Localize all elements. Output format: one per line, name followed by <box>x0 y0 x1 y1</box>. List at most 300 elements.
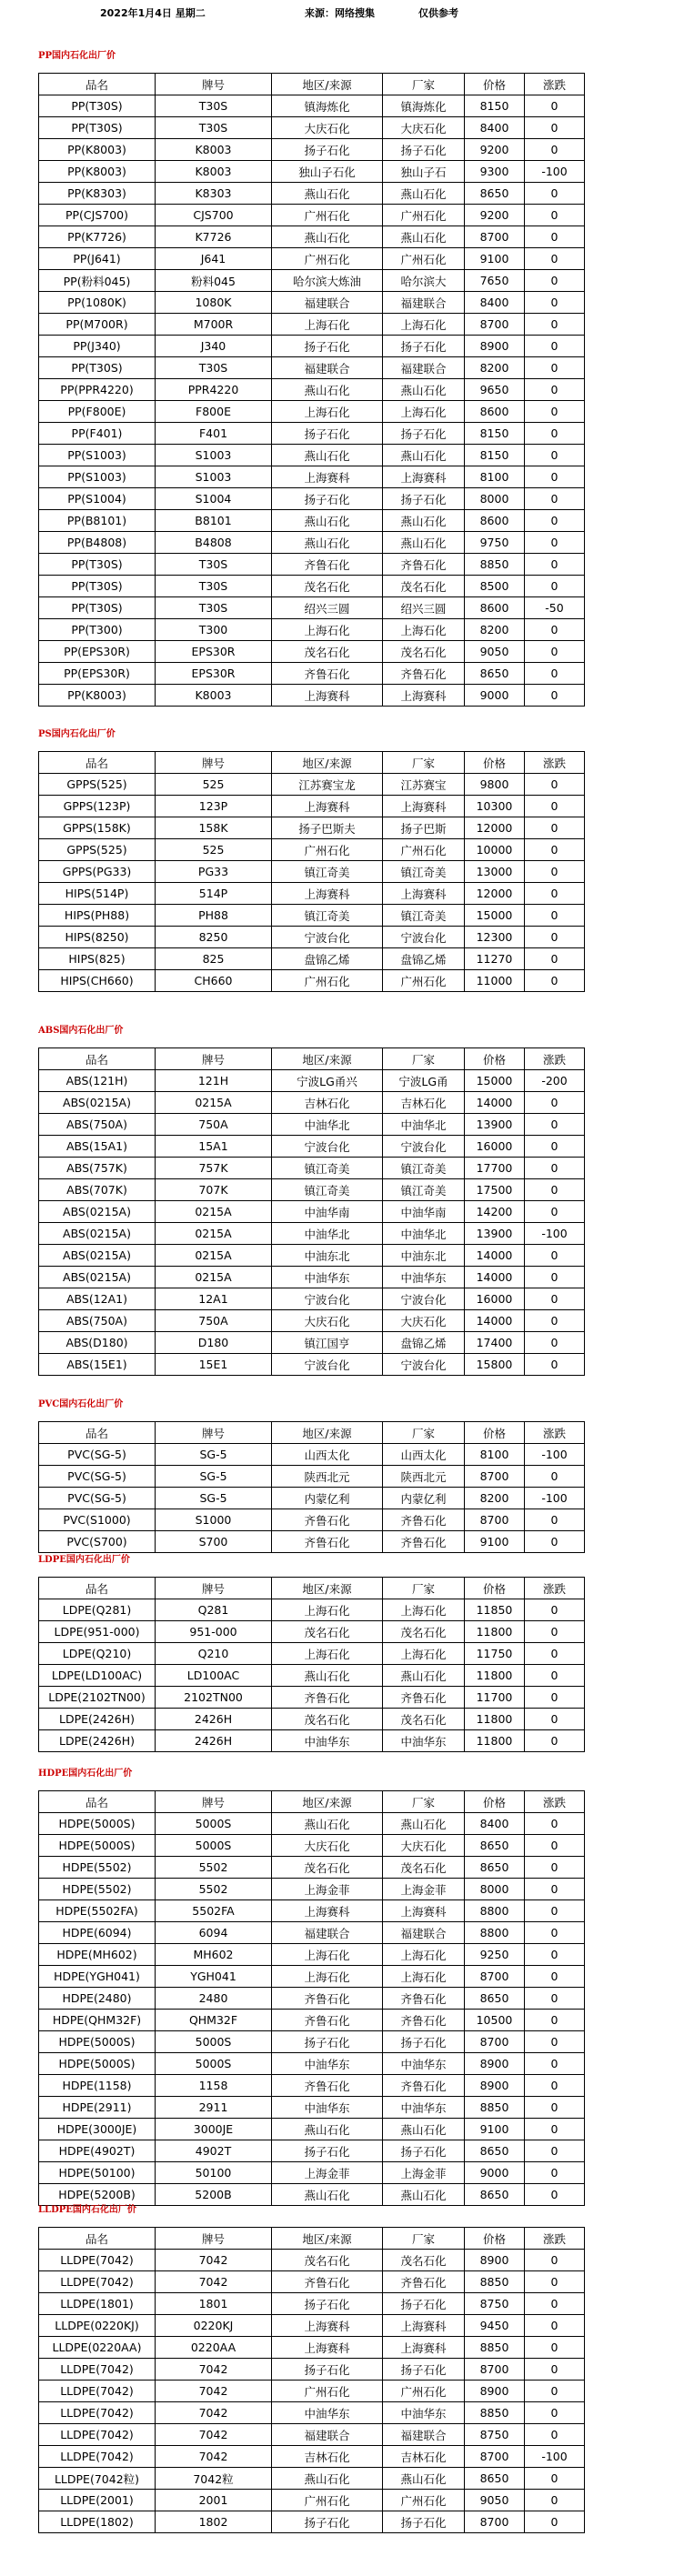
column-header-grade: 牌号 <box>156 1422 272 1444</box>
cell-grade: 2102TN00 <box>156 1687 272 1709</box>
cell-change: 0 <box>525 774 585 796</box>
table-row <box>39 1466 585 1488</box>
cell-grade: F800E <box>156 401 272 423</box>
cell-change: 0 <box>525 1332 585 1354</box>
cell-price: 8150 <box>465 445 525 466</box>
cell-product: LLDPE(7042) <box>39 2250 156 2271</box>
cell-price: 12000 <box>465 883 525 905</box>
cell-price: 14200 <box>465 1201 525 1223</box>
cell-grade: CH660 <box>156 970 272 992</box>
table-row <box>39 532 585 554</box>
cell-product: PVC(SG-5) <box>39 1466 156 1488</box>
cell-price: 13900 <box>465 1223 525 1245</box>
column-header-product: 品名 <box>39 1048 156 1070</box>
cell-change: 0 <box>525 1730 585 1752</box>
cell-region: 齐鲁石化 <box>272 663 383 685</box>
cell-price: 15000 <box>465 1070 525 1092</box>
cell-region: 哈尔滨大炼油 <box>272 270 383 292</box>
cell-region: 广州石化 <box>272 2381 383 2402</box>
column-header-manufacturer: 厂家 <box>383 752 465 774</box>
cell-manufacturer: 上海赛科 <box>383 2315 465 2337</box>
cell-product: ABS(15A1) <box>39 1136 156 1158</box>
cell-manufacturer: 福建联合 <box>383 1922 465 1944</box>
cell-product: LDPE(951-000) <box>39 1621 156 1643</box>
cell-region: 江苏赛宝龙 <box>272 774 383 796</box>
cell-price: 8900 <box>465 336 525 357</box>
cell-product: PP(T300) <box>39 619 156 641</box>
cell-manufacturer: 中油华北 <box>383 1223 465 1245</box>
cell-change: -100 <box>525 1488 585 1509</box>
cell-region: 燕山石化 <box>272 183 383 205</box>
table-row <box>39 1599 585 1621</box>
cell-product: PP(1080K) <box>39 292 156 314</box>
cell-grade: 7042 <box>156 2424 272 2446</box>
column-header-product: 品名 <box>39 1791 156 1813</box>
cell-grade: S1000 <box>156 1509 272 1531</box>
cell-grade: 5000S <box>156 1835 272 1857</box>
cell-product: PP(F800E) <box>39 401 156 423</box>
cell-product: LLDPE(7042) <box>39 2381 156 2402</box>
cell-price: 16000 <box>465 1288 525 1310</box>
column-header-change: 涨跌 <box>525 2228 585 2250</box>
cell-manufacturer: 茂名石化 <box>383 2250 465 2271</box>
table-row <box>39 641 585 663</box>
cell-grade: 158K <box>156 817 272 839</box>
cell-product: PP(T30S) <box>39 597 156 619</box>
cell-change: 0 <box>525 817 585 839</box>
table-row <box>39 817 585 839</box>
table-row <box>39 226 585 248</box>
cell-product: HDPE(5200B) <box>39 2184 156 2206</box>
cell-manufacturer: 福建联合 <box>383 2424 465 2446</box>
cell-product: HIPS(8250) <box>39 927 156 948</box>
cell-region: 燕山石化 <box>272 532 383 554</box>
table-row <box>39 379 585 401</box>
cell-change: 0 <box>525 292 585 314</box>
cell-grade: S1004 <box>156 488 272 510</box>
cell-grade: 0215A <box>156 1223 272 1245</box>
cell-manufacturer: 山西太化 <box>383 1444 465 1466</box>
cell-change: -100 <box>525 1444 585 1466</box>
cell-grade: 8250 <box>156 927 272 948</box>
cell-manufacturer: 燕山石化 <box>383 445 465 466</box>
cell-grade: 123P <box>156 796 272 817</box>
cell-price: 8850 <box>465 2271 525 2293</box>
cell-change: 0 <box>525 861 585 883</box>
table-row <box>39 2293 585 2315</box>
table-row <box>39 1643 585 1665</box>
cell-product: LLDPE(1801) <box>39 2293 156 2315</box>
column-header-grade: 牌号 <box>156 1578 272 1599</box>
cell-change: 0 <box>525 1599 585 1621</box>
cell-region: 茂名石化 <box>272 641 383 663</box>
table-row <box>39 270 585 292</box>
report-header <box>0 5 674 24</box>
price-table <box>38 1047 585 1376</box>
cell-region: 中油华东 <box>272 2402 383 2424</box>
table-row <box>39 1332 585 1354</box>
price-table <box>38 1577 585 1752</box>
cell-product: PP(M700R) <box>39 314 156 336</box>
table-row <box>39 1201 585 1223</box>
table-header-row <box>39 74 585 95</box>
cell-manufacturer: 齐鲁石化 <box>383 1531 465 1553</box>
cell-manufacturer: 中油华东 <box>383 2402 465 2424</box>
cell-change: 0 <box>525 2010 585 2031</box>
cell-manufacturer: 上海石化 <box>383 619 465 641</box>
column-header-manufacturer: 厂家 <box>383 1791 465 1813</box>
column-header-product: 品名 <box>39 74 156 95</box>
cell-price: 8650 <box>465 2468 525 2490</box>
cell-change: 0 <box>525 2337 585 2359</box>
cell-price: 13000 <box>465 861 525 883</box>
cell-product: ABS(707K) <box>39 1179 156 1201</box>
cell-grade: 7042 <box>156 2359 272 2381</box>
table-row <box>39 685 585 707</box>
cell-grade: S700 <box>156 1531 272 1553</box>
table-row <box>39 1444 585 1466</box>
cell-product: PP(S1003) <box>39 445 156 466</box>
report-disclaimer: 仅供参考 <box>418 7 458 19</box>
cell-product: GPPS(123P) <box>39 796 156 817</box>
cell-region: 中油华北 <box>272 1223 383 1245</box>
cell-price: 17500 <box>465 1179 525 1201</box>
cell-price: 8850 <box>465 2097 525 2119</box>
cell-product: HDPE(2480) <box>39 1988 156 2010</box>
cell-manufacturer: 上海赛科 <box>383 1900 465 1922</box>
table-row <box>39 1665 585 1687</box>
cell-grade: 5502FA <box>156 1900 272 1922</box>
price-table <box>38 1790 585 2206</box>
cell-manufacturer: 齐鲁石化 <box>383 663 465 685</box>
cell-region: 上海石化 <box>272 314 383 336</box>
column-header-grade: 牌号 <box>156 1791 272 1813</box>
table-row <box>39 1509 585 1531</box>
cell-grade: B4808 <box>156 532 272 554</box>
table-row <box>39 336 585 357</box>
cell-product: HIPS(825) <box>39 948 156 970</box>
cell-region: 上海赛科 <box>272 685 383 707</box>
cell-region: 大庆石化 <box>272 117 383 139</box>
cell-grade: QHM32F <box>156 2010 272 2031</box>
cell-product: HDPE(QHM32F) <box>39 2010 156 2031</box>
column-header-manufacturer: 厂家 <box>383 1048 465 1070</box>
cell-price: 8100 <box>465 466 525 488</box>
cell-manufacturer: 燕山石化 <box>383 2468 465 2490</box>
table-row <box>39 292 585 314</box>
cell-grade: M700R <box>156 314 272 336</box>
cell-region: 扬子石化 <box>272 2031 383 2053</box>
cell-product: GPPS(525) <box>39 839 156 861</box>
cell-grade: 12A1 <box>156 1288 272 1310</box>
cell-price: 11000 <box>465 970 525 992</box>
table-row <box>39 357 585 379</box>
cell-change: 0 <box>525 1201 585 1223</box>
cell-product: PP(PPR4220) <box>39 379 156 401</box>
price-table <box>38 751 585 992</box>
table-row <box>39 2511 585 2533</box>
cell-grade: SG-5 <box>156 1466 272 1488</box>
cell-grade: 2426H <box>156 1709 272 1730</box>
cell-manufacturer: 扬子石化 <box>383 2031 465 2053</box>
cell-product: HDPE(MH602) <box>39 1944 156 1966</box>
table-row <box>39 2490 585 2511</box>
table-row <box>39 183 585 205</box>
cell-product: HDPE(5000S) <box>39 1813 156 1835</box>
table-row <box>39 510 585 532</box>
column-header-region: 地区/来源 <box>272 1048 383 1070</box>
table-row <box>39 2097 585 2119</box>
cell-manufacturer: 江苏赛宝 <box>383 774 465 796</box>
cell-product: PP(EPS30R) <box>39 663 156 685</box>
cell-grade: J340 <box>156 336 272 357</box>
cell-region: 扬子石化 <box>272 488 383 510</box>
section-title: HDPE国内石化出厂价 <box>38 1769 133 1779</box>
cell-region: 齐鲁石化 <box>272 554 383 576</box>
cell-region: 福建联合 <box>272 1922 383 1944</box>
cell-region: 上海石化 <box>272 1643 383 1665</box>
cell-product: ABS(0215A) <box>39 1201 156 1223</box>
table-row <box>39 161 585 183</box>
cell-price: 8900 <box>465 2381 525 2402</box>
column-header-region: 地区/来源 <box>272 2228 383 2250</box>
cell-change: 0 <box>525 1288 585 1310</box>
cell-product: HDPE(5000S) <box>39 1835 156 1857</box>
cell-manufacturer: 广州石化 <box>383 205 465 226</box>
cell-product: ABS(12A1) <box>39 1288 156 1310</box>
cell-price: 8650 <box>465 183 525 205</box>
table-row <box>39 1709 585 1730</box>
cell-change: 0 <box>525 270 585 292</box>
cell-change: 0 <box>525 445 585 466</box>
cell-price: 8200 <box>465 357 525 379</box>
section-title: PVC国内石化出厂价 <box>38 1399 124 1409</box>
report-date: 2022年1月4日 星期二 <box>100 7 206 19</box>
table-row <box>39 1687 585 1709</box>
cell-manufacturer: 燕山石化 <box>383 532 465 554</box>
cell-price: 8700 <box>465 1509 525 1531</box>
cell-product: PVC(SG-5) <box>39 1488 156 1509</box>
cell-manufacturer: 宁波LG甬 <box>383 1070 465 1092</box>
cell-product: LDPE(LD100AC) <box>39 1665 156 1687</box>
cell-price: 16000 <box>465 1136 525 1158</box>
table-row <box>39 1354 585 1376</box>
cell-product: HDPE(5502) <box>39 1879 156 1900</box>
table-row <box>39 1813 585 1835</box>
cell-manufacturer: 齐鲁石化 <box>383 1509 465 1531</box>
cell-price: 12300 <box>465 927 525 948</box>
cell-region: 镇江奇美 <box>272 1179 383 1201</box>
cell-manufacturer: 燕山石化 <box>383 226 465 248</box>
cell-change: 0 <box>525 532 585 554</box>
cell-product: PP(T30S) <box>39 554 156 576</box>
cell-product: ABS(D180) <box>39 1332 156 1354</box>
cell-change: -100 <box>525 161 585 183</box>
cell-product: ABS(121H) <box>39 1070 156 1092</box>
cell-price: 14000 <box>465 1245 525 1267</box>
cell-change: 0 <box>525 1354 585 1376</box>
cell-product: ABS(0215A) <box>39 1223 156 1245</box>
table-row <box>39 2271 585 2293</box>
cell-grade: 5000S <box>156 2053 272 2075</box>
cell-grade: 1158 <box>156 2075 272 2097</box>
cell-manufacturer: 扬子石化 <box>383 336 465 357</box>
cell-region: 燕山石化 <box>272 445 383 466</box>
cell-grade: J641 <box>156 248 272 270</box>
column-header-product: 品名 <box>39 1422 156 1444</box>
table-row <box>39 839 585 861</box>
cell-region: 镇海炼化 <box>272 95 383 117</box>
cell-grade: 525 <box>156 774 272 796</box>
cell-price: 10300 <box>465 796 525 817</box>
cell-manufacturer: 广州石化 <box>383 2381 465 2402</box>
cell-grade: T30S <box>156 95 272 117</box>
table-row <box>39 205 585 226</box>
cell-manufacturer: 燕山石化 <box>383 2184 465 2206</box>
cell-change: 0 <box>525 2097 585 2119</box>
cell-price: 9050 <box>465 641 525 663</box>
cell-manufacturer: 上海金菲 <box>383 1879 465 1900</box>
cell-manufacturer: 上海赛科 <box>383 796 465 817</box>
cell-price: 11750 <box>465 1643 525 1665</box>
table-row <box>39 445 585 466</box>
cell-region: 扬子石化 <box>272 423 383 445</box>
cell-grade: T30S <box>156 597 272 619</box>
cell-price: 8650 <box>465 1835 525 1857</box>
table-row <box>39 1245 585 1267</box>
section-title: LDPE国内石化出厂价 <box>38 1555 130 1565</box>
cell-grade: K8003 <box>156 161 272 183</box>
table-row <box>39 314 585 336</box>
cell-price: 8000 <box>465 1879 525 1900</box>
cell-grade: 757K <box>156 1158 272 1179</box>
column-header-manufacturer: 厂家 <box>383 74 465 95</box>
column-header-change: 涨跌 <box>525 74 585 95</box>
table-row <box>39 2424 585 2446</box>
cell-change: 0 <box>525 226 585 248</box>
section-title: PP国内石化出厂价 <box>38 51 116 61</box>
cell-change: 0 <box>525 1466 585 1488</box>
cell-price: 8800 <box>465 1922 525 1944</box>
cell-region: 宁波LG甬兴 <box>272 1070 383 1092</box>
cell-product: PP(T30S) <box>39 357 156 379</box>
table-row <box>39 2468 585 2490</box>
cell-price: 8700 <box>465 1466 525 1488</box>
cell-price: 8700 <box>465 2511 525 2533</box>
cell-region: 福建联合 <box>272 357 383 379</box>
cell-region: 镇江奇美 <box>272 861 383 883</box>
cell-grade: SG-5 <box>156 1488 272 1509</box>
table-row <box>39 2031 585 2053</box>
column-header-product: 品名 <box>39 2228 156 2250</box>
cell-manufacturer: 镇江奇美 <box>383 1179 465 1201</box>
column-header-price: 价格 <box>465 2228 525 2250</box>
cell-price: 8900 <box>465 2250 525 2271</box>
cell-product: LLDPE(7042) <box>39 2271 156 2293</box>
cell-change: 0 <box>525 2402 585 2424</box>
cell-grade: YGH041 <box>156 1966 272 1988</box>
cell-region: 茂名石化 <box>272 1857 383 1879</box>
cell-change: 0 <box>525 796 585 817</box>
cell-region: 广州石化 <box>272 205 383 226</box>
cell-region: 燕山石化 <box>272 226 383 248</box>
cell-manufacturer: 茂名石化 <box>383 1709 465 1730</box>
cell-product: PP(B4808) <box>39 532 156 554</box>
cell-grade: 5000S <box>156 2031 272 2053</box>
cell-grade: 粉料045 <box>156 270 272 292</box>
table-row <box>39 139 585 161</box>
table-row <box>39 1835 585 1857</box>
cell-change: 0 <box>525 1158 585 1179</box>
cell-change: 0 <box>525 1813 585 1835</box>
cell-product: ABS(750A) <box>39 1310 156 1332</box>
cell-manufacturer: 燕山石化 <box>383 1813 465 1835</box>
cell-change: -100 <box>525 1223 585 1245</box>
table-row <box>39 2119 585 2140</box>
cell-change: 0 <box>525 2293 585 2315</box>
cell-manufacturer: 上海金菲 <box>383 2162 465 2184</box>
cell-region: 燕山石化 <box>272 2468 383 2490</box>
cell-change: 0 <box>525 117 585 139</box>
cell-manufacturer: 广州石化 <box>383 839 465 861</box>
table-header-row <box>39 1791 585 1813</box>
cell-change: 0 <box>525 314 585 336</box>
table-header-row <box>39 1048 585 1070</box>
cell-product: PVC(S1000) <box>39 1509 156 1531</box>
cell-grade: 514P <box>156 883 272 905</box>
cell-grade: PG33 <box>156 861 272 883</box>
cell-manufacturer: 扬子巴斯 <box>383 817 465 839</box>
cell-product: HDPE(3000JE) <box>39 2119 156 2140</box>
cell-price: 11850 <box>465 1599 525 1621</box>
cell-region: 镇江奇美 <box>272 905 383 927</box>
cell-region: 齐鲁石化 <box>272 2075 383 2097</box>
cell-grade: S1003 <box>156 445 272 466</box>
cell-grade: T300 <box>156 619 272 641</box>
cell-product: PP(S1003) <box>39 466 156 488</box>
column-header-region: 地区/来源 <box>272 752 383 774</box>
table-header-row <box>39 1578 585 1599</box>
table-row <box>39 95 585 117</box>
cell-price: 8600 <box>465 510 525 532</box>
cell-price: 9450 <box>465 2315 525 2337</box>
cell-change: 0 <box>525 1509 585 1531</box>
cell-change: 0 <box>525 1310 585 1332</box>
cell-manufacturer: 广州石化 <box>383 970 465 992</box>
cell-change: 0 <box>525 2490 585 2511</box>
table-row <box>39 248 585 270</box>
cell-product: HDPE(2911) <box>39 2097 156 2119</box>
cell-price: 9800 <box>465 774 525 796</box>
cell-product: HDPE(YGH041) <box>39 1966 156 1988</box>
cell-product: ABS(757K) <box>39 1158 156 1179</box>
cell-region: 茂名石化 <box>272 1621 383 1643</box>
cell-product: GPPS(PG33) <box>39 861 156 883</box>
cell-change: 0 <box>525 1136 585 1158</box>
cell-change: 0 <box>525 948 585 970</box>
cell-product: ABS(0215A) <box>39 1245 156 1267</box>
cell-price: 8650 <box>465 1857 525 1879</box>
cell-grade: 1802 <box>156 2511 272 2533</box>
table-row <box>39 883 585 905</box>
column-header-price: 价格 <box>465 1791 525 1813</box>
cell-change: 0 <box>525 2119 585 2140</box>
cell-change: 0 <box>525 95 585 117</box>
column-header-grade: 牌号 <box>156 74 272 95</box>
cell-manufacturer: 齐鲁石化 <box>383 2271 465 2293</box>
table-row <box>39 401 585 423</box>
cell-region: 上海赛科 <box>272 796 383 817</box>
